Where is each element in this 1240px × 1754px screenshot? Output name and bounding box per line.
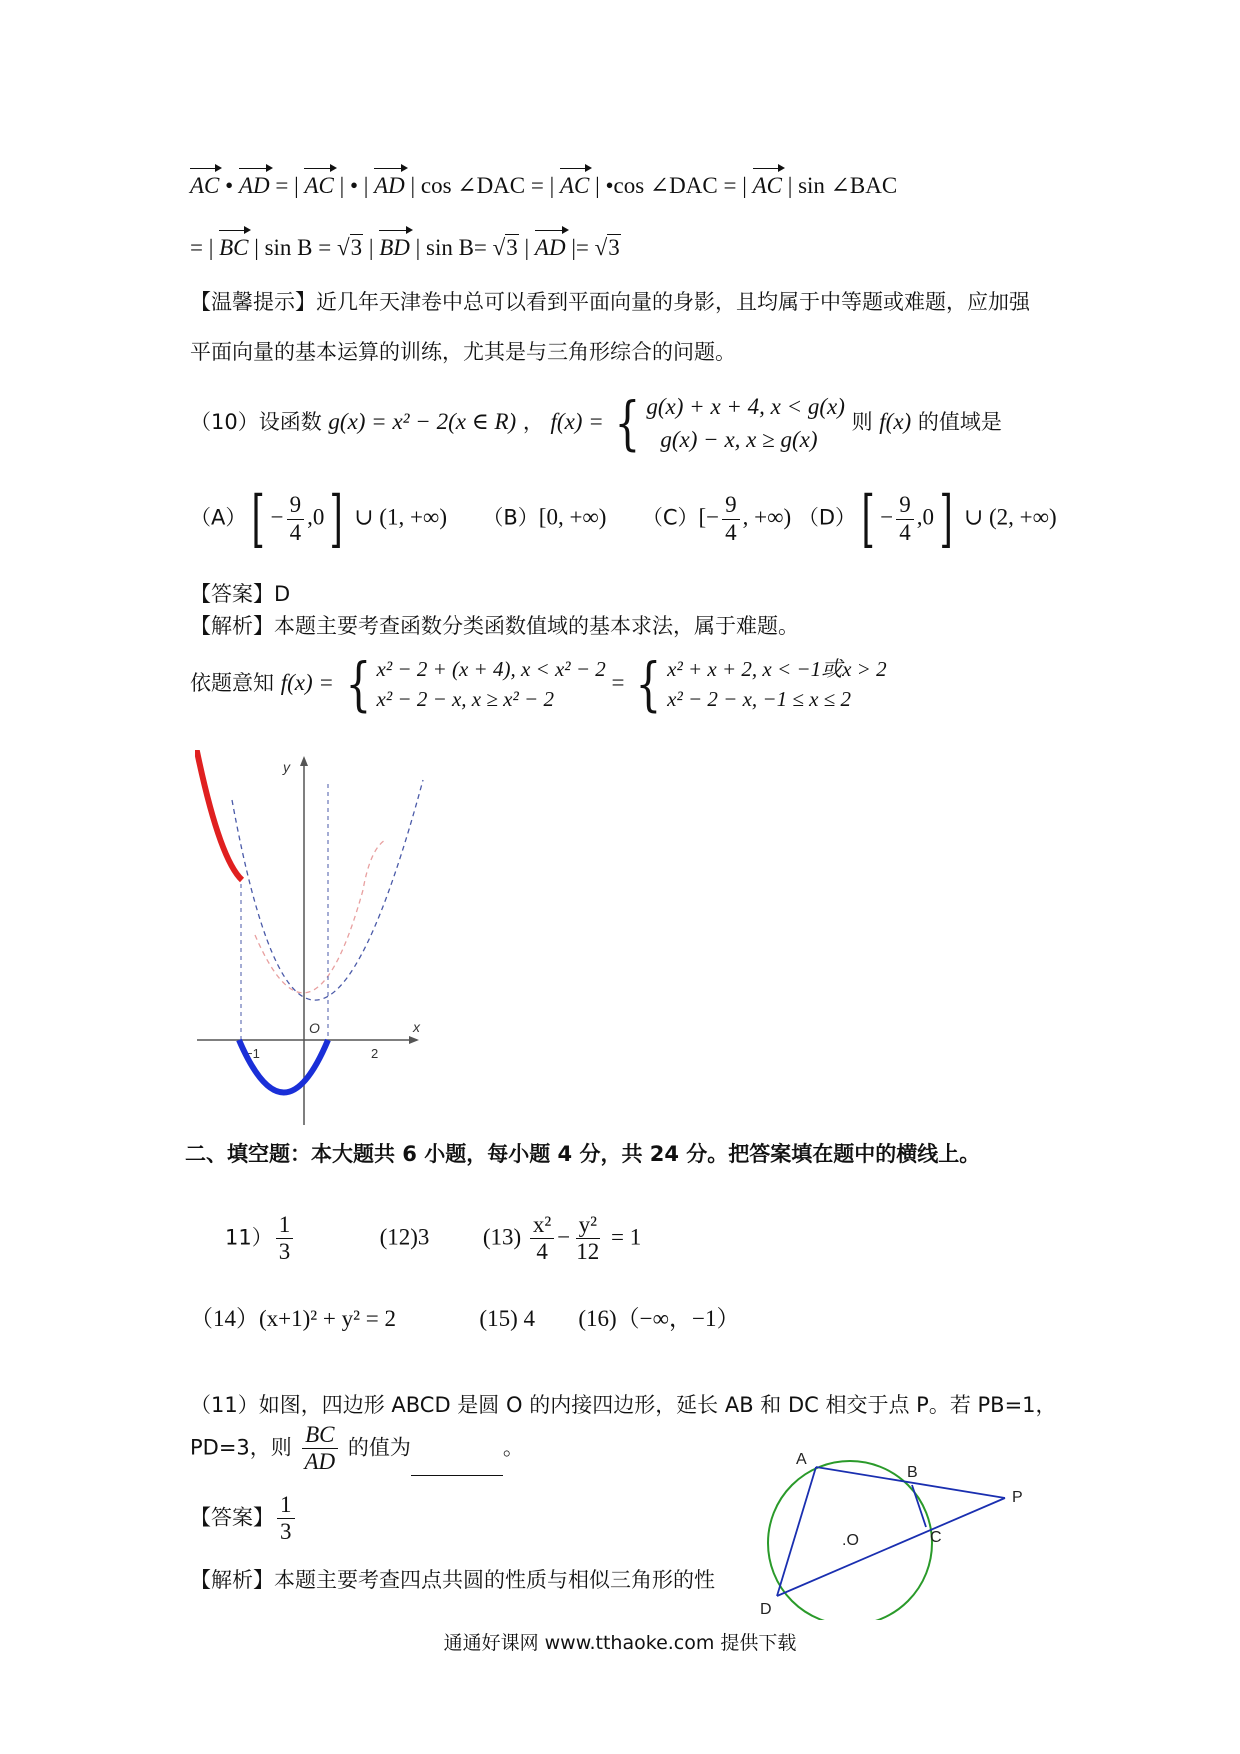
vector-equation-line-2: = | BC | sin B = √3 | BD | sin B= √3 | AD |= √3 (190, 230, 621, 262)
point-c-label: C (930, 1529, 942, 1546)
analysis-11: 【解析】本题主要考查四点共圆的性质与相似三角形的性 (190, 1568, 715, 1592)
tip-line-1: 【温馨提示】近几年天津卷中总可以看到平面向量的身影，且均属于中等题或难题，应加强 (190, 290, 1030, 314)
origin-label: O (309, 1020, 320, 1036)
options-row: （A）[ − $\frac{9}{4}$ ,0] ∪ (1, +∞) （B）[0, +∞) （C）[− $\frac{9}{4}$ , +∞) （D）[ − $\frac{9}{4}$ ,0] ∪ (2, +∞) (190, 482, 1057, 555)
x-axis-label: x (413, 1019, 420, 1035)
question-10: （10）设函数 g(x) = x² − 2(x ∈ R) ， f(x) = { g(x) + x + 4, x < g(x) g(x) − x, x ≥ g(x) 则 f(x) 的值域是 (190, 389, 1002, 458)
segment-ad (777, 1467, 816, 1596)
option-c-label: （C） (641, 505, 699, 530)
piecewise-cases: g(x) + x + 4, x < g(x) g(x) − x, x ≥ g(x) (646, 394, 845, 453)
footer: 通通好课网 www.tthaoke.com 提供下载 (443, 1632, 797, 1654)
point-d-label: D (760, 1601, 772, 1618)
derivation: 依题意知 f(x) = { x² − 2 + (x + 4), x < x² − 2 x² − 2 − x, x ≥ x² − 2 = { x² + x + 2, x < −1或x > 2 x² − 2 − x, −1 ≤ x ≤ 2 (190, 650, 887, 719)
answer-blank (411, 1455, 503, 1476)
answers-row-2: （14）(x+1)² + y² = 2 (15) 4 (16)（−∞，−1） (190, 1306, 740, 1331)
question-11-line-1: （11）如图，四边形 ABCD 是圆 O 的内接四边形，延长 AB 和 DC 相交于点 P。若 PB=1， (190, 1393, 1057, 1417)
x-axis-arrow (409, 1036, 419, 1044)
segment-dp (777, 1498, 1005, 1596)
point-a-label: A (796, 1451, 807, 1468)
vector-ad: AD (239, 168, 270, 200)
tip-line-2: 平面向量的基本运算的训练，尤其是与三角形综合的问题。 (190, 340, 736, 364)
point-b-label: B (907, 1464, 918, 1481)
sqrt: √3 (336, 235, 363, 260)
option-b-label: （B） (482, 505, 539, 530)
answers-row-1: 11） $\frac{1}{3}$ (12)3 (13) $\frac{\text{x²}}{4}$ − $\frac{\text{y²}}{12}$ = 1 (225, 1212, 642, 1265)
question-11-line-2: PD=3，则 $\frac{BC}{AD}$ 的值为 。 (190, 1422, 524, 1475)
tick-neg1: −1 (245, 1046, 260, 1061)
option-a-label: （A） (190, 505, 247, 530)
answer-10: 【答案】D (190, 582, 291, 606)
vector-ac: AC (190, 168, 219, 200)
circle-figure (760, 1450, 1040, 1620)
section-2-title: 二、填空题：本大题共 6 小题，每小题 4 分，共 24 分。把答案填在题中的横线上。 (185, 1142, 981, 1166)
tip-label: 【温馨提示】 (190, 290, 316, 314)
answer-11: 【答案】 $\frac{1}{3}$ (190, 1492, 298, 1546)
analysis-10: 【解析】本题主要考查函数分类函数值域的基本求法，属于难题。 (190, 614, 799, 638)
y-axis-arrow (300, 756, 308, 766)
point-p-label: P (1012, 1489, 1023, 1506)
dashed-parabola-upper (255, 840, 385, 993)
option-d-label: （D） (797, 505, 857, 530)
function-graph (195, 750, 430, 1130)
tick-2: 2 (371, 1046, 379, 1061)
y-axis-label: y (283, 759, 290, 775)
center-o-label: .O (842, 1532, 859, 1549)
vector-equation-line-1: AC • AD = | AC | • | AD | cos ∠DAC = | AC | •cos ∠DAC = | AC | sin ∠BAC (190, 168, 897, 200)
red-branch-left (195, 750, 242, 880)
